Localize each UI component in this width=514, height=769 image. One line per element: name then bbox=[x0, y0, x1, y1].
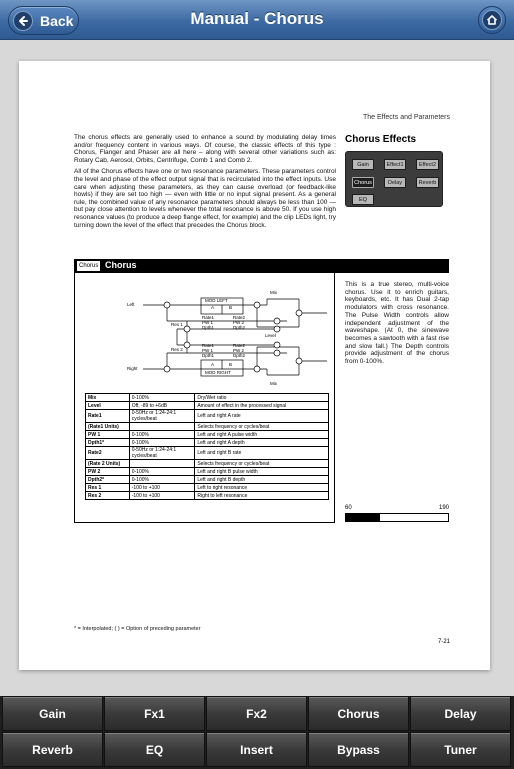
param-desc-cell: Left to right resonance bbox=[195, 484, 329, 492]
home-button[interactable] bbox=[478, 6, 506, 34]
diagram-label-dpth1: Dpth1 bbox=[202, 325, 215, 330]
diagram-label-pw1: PW 1 bbox=[202, 320, 214, 325]
param-range-cell bbox=[129, 423, 195, 431]
diagram-label-b: B bbox=[229, 362, 233, 367]
param-desc-cell: Dry/Wet ratio bbox=[195, 394, 329, 402]
effects-panel-image bbox=[345, 151, 443, 207]
param-range-cell bbox=[129, 460, 195, 468]
tab-bypass[interactable]: Bypass bbox=[308, 732, 409, 767]
diagram-label-rate2: Rate2 bbox=[233, 315, 246, 320]
table-row bbox=[86, 484, 329, 492]
param-desc-cell: Left and right B rate bbox=[195, 447, 329, 460]
param-name-cell: Dpth2* bbox=[86, 476, 130, 484]
param-name-cell: PW 1 bbox=[86, 431, 130, 439]
panel-button-eq: EQ bbox=[352, 194, 374, 205]
param-name-cell: Dpth1* bbox=[86, 439, 130, 447]
diagram-label-a: A bbox=[211, 305, 215, 310]
param-desc-cell: Left and right A pulse width bbox=[195, 431, 329, 439]
table-row bbox=[86, 423, 329, 431]
diagram-label-a: A bbox=[211, 362, 215, 367]
manual-page bbox=[19, 61, 490, 670]
tab-fx2[interactable]: Fx2 bbox=[206, 696, 307, 731]
parameter-table bbox=[85, 393, 329, 500]
param-desc-cell: Right to left resonance bbox=[195, 492, 329, 500]
section-band bbox=[74, 259, 449, 273]
table-row bbox=[86, 468, 329, 476]
param-range-cell: Off, -89 to +6dB bbox=[129, 402, 195, 410]
param-desc-cell: Amount of effect in the processed signal bbox=[195, 402, 329, 410]
table-row bbox=[86, 410, 329, 423]
table-row bbox=[86, 402, 329, 410]
param-name-cell: (Rate1 Units) bbox=[86, 423, 130, 431]
panel-button-reverb: Reverb bbox=[416, 177, 439, 188]
section-name: Chorus bbox=[105, 260, 137, 270]
chorus-effects-title: Chorus Effects bbox=[345, 134, 417, 145]
param-name-cell: Rate2 bbox=[86, 447, 130, 460]
intro-paragraph: The chorus effects are generally used to enhance a sound by modulating delay times and/or frequency content in various ways. Of course, the classic effects of this type : Chorus, Flanger and Phaser are all here – along with several other variations such as: Rotary Cab, Aerosol, Orbits, Centrifuge, Comb 1 and Comb 2. bbox=[74, 134, 336, 164]
diagram-label-res1: Res 1 bbox=[171, 322, 183, 327]
param-name-cell: Mix bbox=[86, 394, 130, 402]
param-range-cell: 0-100% bbox=[129, 431, 195, 439]
param-name-cell: PW 2 bbox=[86, 468, 130, 476]
scale-max: 190 bbox=[438, 505, 449, 511]
param-range-cell: -100 to +100 bbox=[129, 484, 195, 492]
scale-min: 60 bbox=[345, 505, 352, 511]
diagram-label-rate1: Rate1 bbox=[202, 343, 215, 348]
param-range-cell: 0-100% bbox=[129, 394, 195, 402]
page-title: Manual - Chorus bbox=[190, 9, 324, 28]
panel-button-chorus: Chorus bbox=[352, 177, 374, 188]
scale-bar-fill bbox=[346, 514, 380, 521]
scale-labels bbox=[345, 505, 449, 513]
diagram-label-level: Level bbox=[265, 333, 276, 338]
bottom-tab-bar bbox=[0, 696, 514, 769]
diagram-label-dpth2: Dpth2 bbox=[233, 353, 246, 358]
tab-chorus[interactable]: Chorus bbox=[308, 696, 409, 731]
tab-eq[interactable]: EQ bbox=[104, 732, 205, 767]
diagram-label-mix: Mix bbox=[270, 290, 277, 295]
param-range-cell: 0-50Hz or 1:24-24:1 cycles/beat bbox=[129, 447, 195, 460]
panel-button-gain: Gain bbox=[352, 159, 374, 170]
table-row bbox=[86, 492, 329, 500]
signal-flow-diagram bbox=[77, 277, 334, 391]
table-row bbox=[86, 431, 329, 439]
param-range-cell: 0-100% bbox=[129, 468, 195, 476]
param-desc-cell: Left and right A depth bbox=[195, 439, 329, 447]
running-head: The Effects and Parameters bbox=[362, 114, 450, 121]
table-row bbox=[86, 394, 329, 402]
diagram-label-dpth1: Dpth1 bbox=[202, 353, 215, 358]
diagram-label-dpth2: Dpth2 bbox=[233, 325, 246, 330]
intro-paragraph: All of the Chorus effects have one or two resonance parameters. These parameters control the level and phase of the effect output signal that is recirculated into the effect inputs. Use care when adjusting these parameters, as they can cause overload (or feedback-like howls) if they are set too high — even with little or no input signal present. As a general rule, the combined value of any resonance parameters should always be less than 100 — but pay close attention to levels whenever the total resonance is above 50. If you use high resonance values (to produce a deep flange effect, for example) and the clip LEDs light, try turning down the level of the effect that precedes the Chorus block. bbox=[74, 168, 336, 229]
param-desc-cell: Left and right B depth bbox=[195, 476, 329, 484]
footnote: * = Interpolated; ( ) = Option of preceding parameter bbox=[74, 626, 201, 632]
table-row bbox=[86, 447, 329, 460]
scale-bar bbox=[345, 513, 449, 522]
tab-insert[interactable]: Insert bbox=[206, 732, 307, 767]
header-bar bbox=[0, 0, 514, 40]
diagram-label-rate1: Rate1 bbox=[202, 315, 215, 320]
param-desc-cell: Selects frequency or cycles/beat bbox=[195, 460, 329, 468]
param-name-cell: Level bbox=[86, 402, 130, 410]
panel-button-effect1: Effect1 bbox=[384, 159, 406, 170]
table-row bbox=[86, 476, 329, 484]
chorus-description: This is a true stereo, multi-voice chorus. Use it to enrich guitars, keyboards, etc. It has Dual 2-tap modulators with cross resonance. The Pulse Width controls allow independent adjustment of the waveshape. (At 0, the sinewave becomes a sawtooth with a fast rise and slow fall.) The Depth controls provide adjustment of the chorus from 0-100%. bbox=[345, 281, 449, 366]
diagram-label-res2: Res 2 bbox=[171, 347, 183, 352]
tab-fx1[interactable]: Fx1 bbox=[104, 696, 205, 731]
diagram-label-mod-left: MOD LEFT bbox=[205, 298, 228, 303]
tab-gain[interactable]: Gain bbox=[2, 696, 103, 731]
intro-text bbox=[74, 134, 336, 233]
diagram-label-mix: Mix bbox=[270, 381, 277, 386]
param-range-cell: -100 to +100 bbox=[129, 492, 195, 500]
tab-delay[interactable]: Delay bbox=[410, 696, 511, 731]
diagram-label-b: B bbox=[229, 305, 233, 310]
back-label: Back bbox=[40, 12, 74, 29]
section-tag: Chorus bbox=[79, 263, 99, 269]
panel-button-effect2: Effect2 bbox=[416, 159, 439, 170]
diagram-label-pw1: PW 1 bbox=[202, 348, 214, 353]
panel-button-delay: Delay bbox=[384, 177, 406, 188]
param-name-cell: Res 1 bbox=[86, 484, 130, 492]
param-range-cell: 0-100% bbox=[129, 439, 195, 447]
diagram-label-pw2: PW 2 bbox=[233, 348, 245, 353]
diagram-label-pw2: PW 2 bbox=[233, 320, 245, 325]
param-name-cell: Res 2 bbox=[86, 492, 130, 500]
diagram-label-mod-right: MOD RIGHT bbox=[205, 370, 231, 375]
diagram-box bbox=[74, 273, 335, 523]
table-row bbox=[86, 439, 329, 447]
diagram-label-left: Left bbox=[127, 302, 135, 307]
param-desc-cell: Left and right B pulse width bbox=[195, 468, 329, 476]
home-icon bbox=[482, 10, 502, 30]
diagram-label-right: Right bbox=[127, 366, 138, 371]
param-range-cell: 0-100% bbox=[129, 476, 195, 484]
tab-reverb[interactable]: Reverb bbox=[2, 732, 103, 767]
param-range-cell: 0-50Hz or 1:24-24:1 cycles/beat bbox=[129, 410, 195, 423]
tab-tuner[interactable]: Tuner bbox=[410, 732, 511, 767]
param-name-cell: Rate1 bbox=[86, 410, 130, 423]
param-desc-cell: Selects frequency or cycles/beat bbox=[195, 423, 329, 431]
param-desc-cell: Left and right A rate bbox=[195, 410, 329, 423]
diagram-label-rate2: Rate2 bbox=[233, 343, 246, 348]
param-name-cell: (Rate 2 Units) bbox=[86, 460, 130, 468]
table-row bbox=[86, 460, 329, 468]
page-number: 7-21 bbox=[437, 639, 450, 645]
